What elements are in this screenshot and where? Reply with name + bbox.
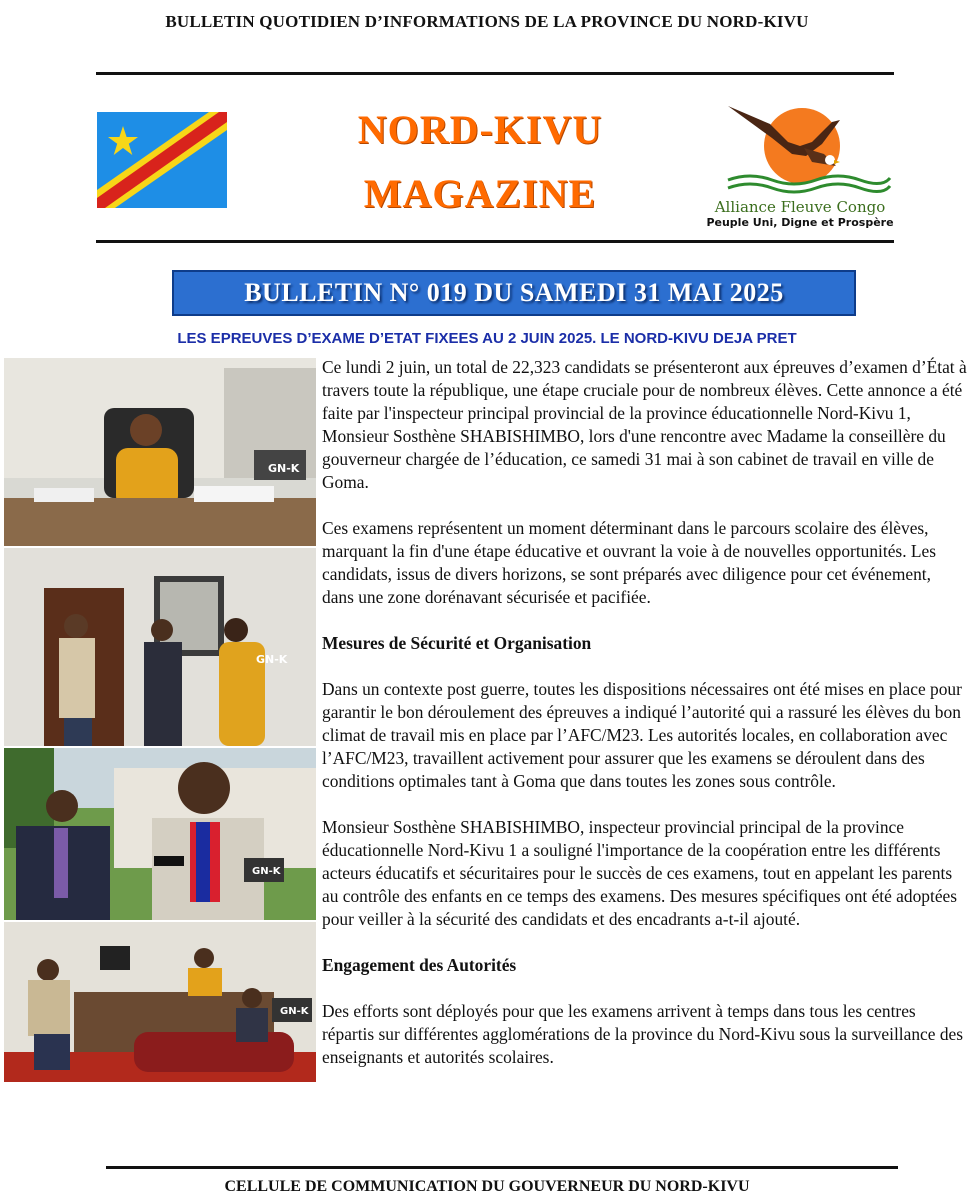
section-heading-authorities: Engagement des Autorités xyxy=(322,955,517,975)
photo-interview xyxy=(4,748,316,920)
photo-watermark-2: GN-K xyxy=(256,653,288,666)
section-heading-security: Mesures de Sécurité et Organisation xyxy=(322,633,592,653)
article-paragraph-3: Dans un contexte post guerre, toutes les dispositions nécessaires ont été mises en place pour garantir le bon déroulement des épreuves a indiqué l’autorité qui a rassuré les élèves du bon climat de travail mis en place par l’AFC/M23. Les autorités locales, en collaboration avec l’AFC/M23, travaillent activement pour assurer que les examens se déroulent dans des conditions optimales tant à Goma que dans toutes les zones sous contrôle. xyxy=(322,679,962,791)
magazine-title-line1: NORD-KIVU xyxy=(357,107,603,152)
header-bottom-rule xyxy=(96,240,894,243)
magazine-title-line2: MAGAZINE xyxy=(363,171,597,216)
photo-official-at-desk xyxy=(4,358,316,546)
photo-watermark-3: GN-K xyxy=(252,866,281,877)
bulletin-number-date: BULLETIN N° 019 DU SAMEDI 31 MAI 2025 xyxy=(244,278,784,307)
photo-watermark-1: GN-K xyxy=(268,462,300,475)
article-paragraph-5: Des efforts sont déployés pour que les examens arrivent à temps dans tous les centres répartis sur différentes agglomérations de la province du Nord-Kivu sous la surveillance des enseignants et autorités scolaires. xyxy=(322,1001,964,1067)
header-top-rule xyxy=(96,72,894,75)
photo-handshake xyxy=(4,548,316,746)
photo-office-meeting xyxy=(4,922,316,1082)
photo-watermark-4: GN-K xyxy=(280,1006,309,1017)
article-body xyxy=(322,356,967,1069)
footer-rule xyxy=(106,1166,898,1169)
article-paragraph-1: Ce lundi 2 juin, un total de 22,323 candidats se présenteront aux épreuves d’examen d’État à travers toute la république, une étape cruciale pour de nombreux élèves. Cette annonce a été faite par l'inspecteur principal provincial de la province éducationnelle Nord-Kivu 1, Monsieur Sosthène SHABISHIMBO, lors d'une rencontre avec Madame la conseillère du gouverneur chargée de l’éducation, ce samedi 31 mai à son cabinet de travail en ville de Goma. xyxy=(322,357,967,492)
footer-text: CELLULE DE COMMUNICATION DU GOUVERNEUR DU NORD-KIVU xyxy=(224,1178,750,1195)
article-paragraph-4: Monsieur Sosthène SHABISHIMBO, inspecteur provincial principal de la province éducationnelle Nord-Kivu 1 a souligné l'importance de la coopération entre les différents acteurs éducatifs et sécuritaires pour le succès de ces examens, tout en appelant les parents au contrôle des enfants en ce temps des examens. Des mesures spécifiques ont été adoptées pour veiller à la sécurité des candidats et des encadrants a-t-il ajouté. xyxy=(322,817,958,929)
drc-flag-image xyxy=(97,112,227,208)
article-headline: LES EPREUVES D’EXAME D’ETAT FIXEES AU 2 JUIN 2025. LE NORD-KIVU DEJA PRET xyxy=(177,330,797,347)
logo-name: Alliance Fleuve Congo xyxy=(714,198,886,216)
logo-motto: Peuple Uni, Digne et Prospère xyxy=(706,216,894,229)
article-paragraph-2: Ces examens représentent un moment déterminant dans le parcours scolaire des élèves, marquant la fin d'une étape éducative et ouvrant la voie à de nouvelles opportunités. Les candidats, issus de divers horizons, se sont préparés avec diligence pour cet événement, dans une zone dorénavant sécurisée et pacifiée. xyxy=(322,518,937,607)
bulletin-top-title: BULLETIN QUOTIDIEN D’INFORMATIONS DE LA PROVINCE DU NORD-KIVU xyxy=(165,12,809,31)
